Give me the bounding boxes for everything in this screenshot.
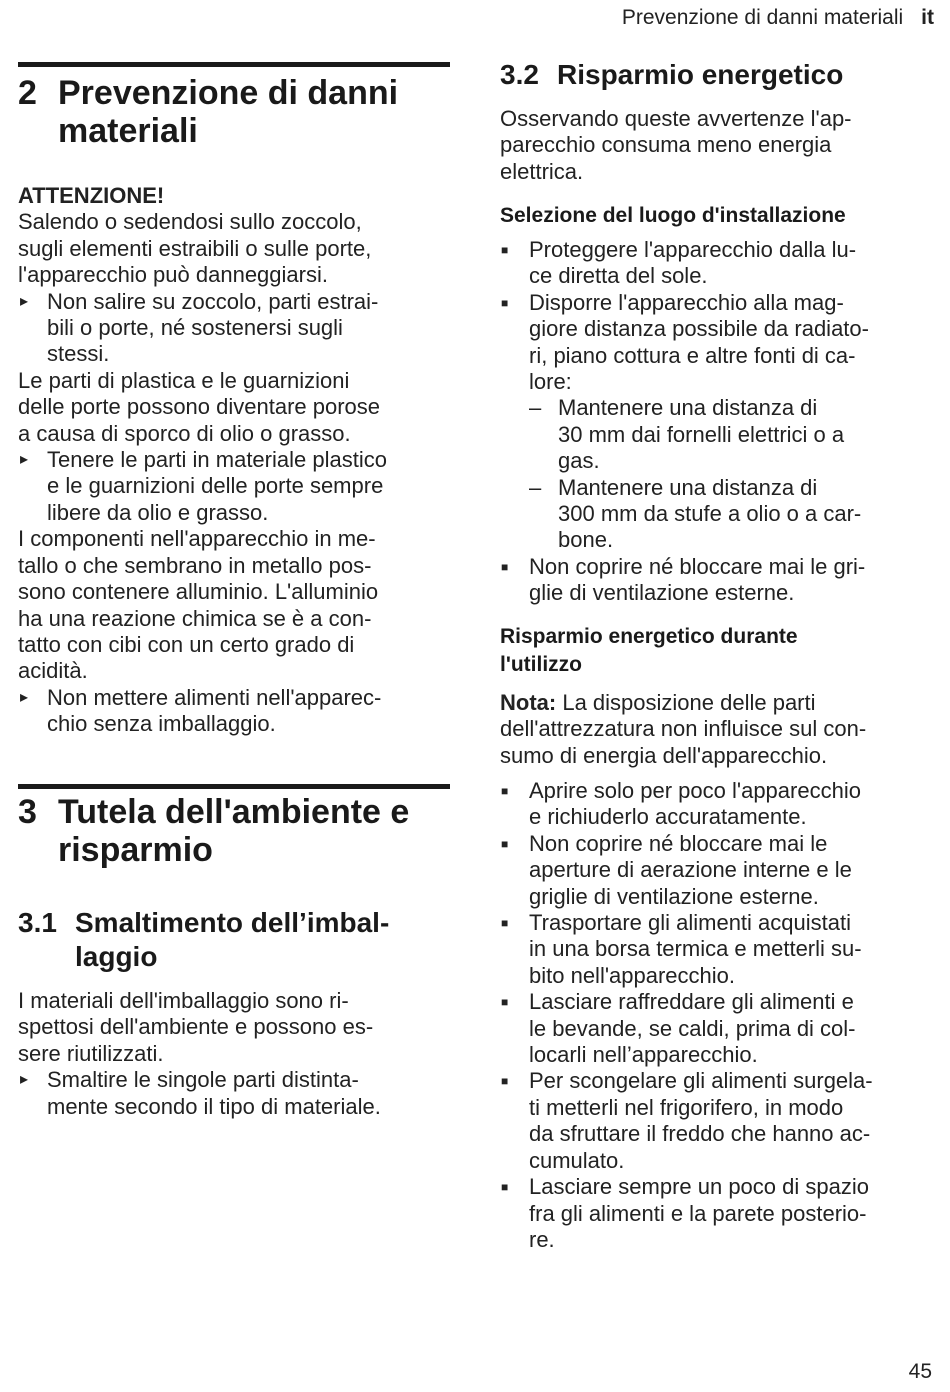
list-item: ■ Lasciare sempre un poco di spazio fra gli alimenti e la parete posterio- re. — [500, 1174, 945, 1253]
usage-list — [500, 778, 945, 1253]
list-item: ■ Non coprire né bloccare mai le gri- glie di ventilazione esterne. — [500, 554, 945, 607]
section-rule — [18, 62, 450, 67]
sub-list-item: – Mantenere una distanza di 300 mm da stufe a olio o a car- bone. — [500, 475, 945, 554]
heading-line: Smaltimento dell’imbal- — [75, 907, 390, 938]
heading-line: Prevenzione di danni — [58, 74, 399, 112]
note-paragraph: Nota: La disposizione delle parti dell'attrezzatura non influisce sul con- sumo di energia dell'apparecchio. — [500, 690, 867, 768]
section-2-body — [18, 183, 458, 738]
heading-line: materiali — [58, 112, 198, 150]
list-item: ■ Disporre l'apparecchio alla mag- giore distanza possibile da radiato- ri, piano cottura e altre fonti di ca- lore: — [500, 290, 945, 396]
section-2-heading — [18, 74, 450, 150]
section-3-1-heading — [18, 906, 450, 974]
list-item: ■ Aprire solo per poco l'apparecchio e richiuderlo accuratamente. — [500, 778, 945, 831]
running-title: Prevenzione di danni materiali — [621, 6, 904, 29]
list-item: ■ Proteggere l'apparecchio dalla lu- ce diretta del sole. — [500, 237, 945, 290]
sub-list-item: – Mantenere una distanza di 30 mm dai fornelli elettrici o a gas. — [500, 395, 945, 474]
list-item: ■ Lasciare raffreddare gli alimenti e le bevande, se caldi, prima di col- locarli nell’apparecchio. — [500, 989, 945, 1068]
running-header — [622, 6, 934, 30]
section-3-2-heading — [500, 58, 938, 92]
paragraph: Salendo o sedendosi sullo zoccolo, sugli elementi estraibili o sulle porte, l'apparecchio può danneggiarsi. — [18, 209, 372, 288]
section-number: 3.2 — [500, 59, 539, 90]
section-number: 3 — [18, 793, 37, 831]
section-3-1-body — [18, 988, 458, 1120]
note-label: Nota: — [500, 690, 557, 715]
heading-line: laggio — [75, 941, 158, 972]
section-number: 2 — [18, 74, 37, 112]
instruction-item: ▸ Non mettere alimenti nell'apparec- chio senza imballaggio. — [18, 685, 458, 738]
heading-line: Tutela dell'ambiente e — [58, 793, 410, 831]
section-rule — [18, 784, 450, 789]
list-item: ■ Per scongelare gli alimenti surgela- ti metterli nel frigorifero, in modo da sfruttare il freddo che hanno ac- cumulato. — [500, 1068, 945, 1174]
heading-line: Risparmio energetico — [557, 59, 844, 90]
instruction-item: ▸ Smaltire le singole parti distinta- mente secondo il tipo di materiale. — [18, 1067, 458, 1120]
instruction-item: ▸ Tenere le parti in materiale plastico e le guarnizioni delle porte sempre libere da olio e grasso. — [18, 447, 458, 526]
page-number: 45 — [908, 1360, 932, 1383]
paragraph: Le parti di plastica e le guarnizioni delle porte possono diventare porose a causa di sporco di olio o grasso. — [18, 367, 381, 446]
attention-label: ATTENZIONE! — [18, 183, 165, 208]
paragraph: I materiali dell'imballaggio sono ri- spettosi dell'ambiente e possono es- sere riutilizzati. — [18, 988, 374, 1066]
paragraph: I componenti nell'apparecchio in me- tallo o che sembrano in metallo pos- sono contenere alluminio. L'alluminio ha una reazione chimica se è a con- tatto con cibi con un certo grado di acidità. — [18, 526, 379, 684]
section-3-heading — [18, 793, 450, 869]
intro-paragraph: Osservando queste avvertenze l'ap- parecchio consuma meno energia elettrica. — [500, 106, 852, 184]
list-item: ■ Non coprire né bloccare mai le aperture di aerazione interne e le griglie di ventilazione esterne. — [500, 831, 945, 910]
list-item: ■ Trasportare gli alimenti acquistati in una borsa termica e metterli su- bito nell'apparecchio. — [500, 910, 945, 989]
subheading-installation-site: Selezione del luogo d'installazione — [500, 204, 846, 227]
language-tag: it — [921, 6, 934, 29]
installation-list — [500, 237, 945, 607]
subheading-energy-use: Risparmio energetico durante l'utilizzo — [500, 625, 798, 676]
instruction-item: ▸ Non salire su zoccolo, parti estrai- bili o porte, né sostenersi sugli stessi. — [18, 289, 458, 368]
heading-line: risparmio — [58, 831, 213, 869]
section-number: 3.1 — [18, 907, 57, 938]
